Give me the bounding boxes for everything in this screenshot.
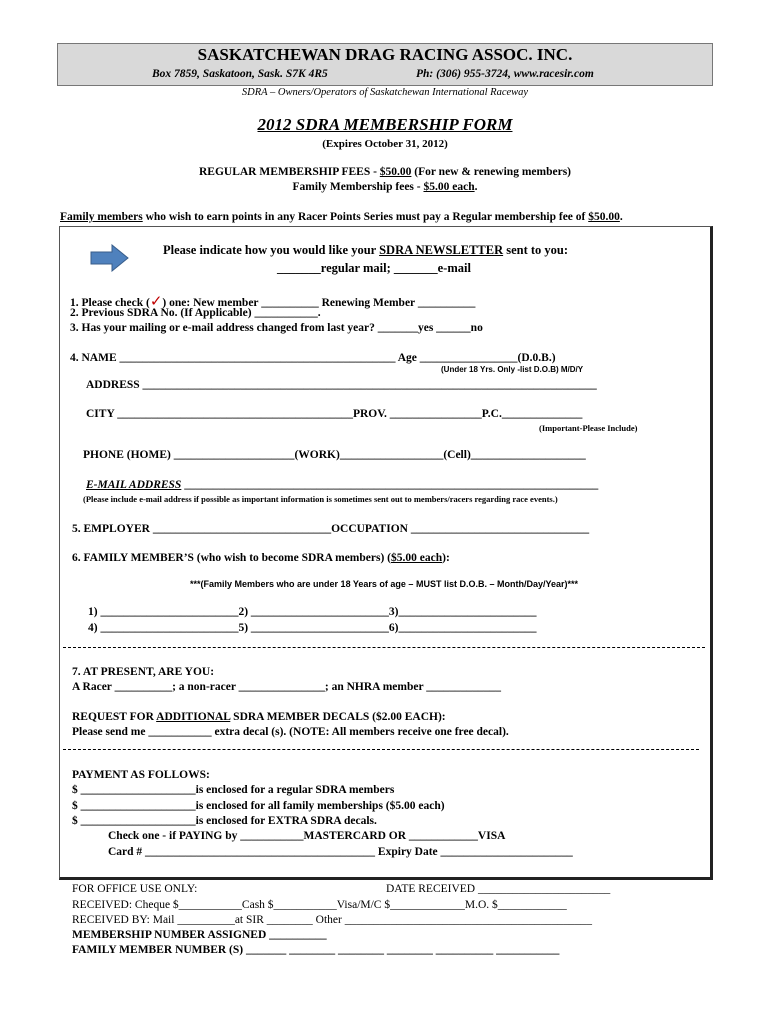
family-fee-line: Family Membership fees - $5.00 each. [292,181,478,193]
dob-note: (Under 18 Yrs. Only -list D.O.B) M/D/Y [441,365,584,374]
org-address: Box 7859, Saskatoon, Sask. S7K 4R5 [152,68,328,80]
decals-heading: REQUEST FOR ADDITIONAL SDRA MEMBER DECALS ($2.00 EACH): [72,711,446,723]
office-received-amounts[interactable]: RECEIVED: Cheque $___________Cash $___________Visa/M/C $_____________M.O. $____________ [72,899,567,911]
payment-family-field[interactable]: $ ____________________is enclosed for all family memberships ($5.00 each) [72,800,445,812]
question-membership-type[interactable]: 1. Please check (✓) one: New member __________ Renewing Member __________ [70,292,476,310]
org-name: SASKATCHEWAN DRAG RACING ASSOC. INC. [197,45,573,64]
email-note: (Please include e-mail address if possible as important information is sometimes sent out to members/racers regarding race events.) [83,494,558,504]
family-members-row-1[interactable]: 1) ________________________2) ________________________3)________________________ [88,606,537,618]
org-contact: Ph: (306) 955-3724, www.racesir.com [416,68,594,80]
family-members-heading: 6. FAMILY MEMBER’S (who wish to become SDRA members) ($5.00 each): [72,552,450,564]
question-address-changed[interactable]: 3. Has your mailing or e-mail address changed from last year? _______yes ______no [70,322,483,334]
phone-field[interactable]: PHONE (HOME) _____________________(WORK)__________________(Cell)____________________ [83,449,586,461]
office-date-received[interactable]: DATE RECEIVED _______________________ [386,883,611,895]
regular-fee-line: REGULAR MEMBERSHIP FEES - $50.00 (For new & renewing members) [198,166,572,178]
arrow-right-icon [90,244,130,272]
family-points-notice: Family members who wish to earn points in any Racer Points Series must pay a Regular membership fee of $50.00. [60,211,623,223]
payment-heading: PAYMENT AS FOLLOWS: [72,769,210,781]
city-prov-pc-field[interactable]: CITY _________________________________________PROV. ________________P.C.______________ [86,408,583,420]
name-age-field[interactable]: 4. NAME ________________________________________________ Age _________________(D.0.B.) [70,352,556,364]
card-type-field[interactable]: Check one - if PAYING by ___________MASTERCARD OR ____________VISA [108,830,506,842]
office-use-label: FOR OFFICE USE ONLY: [72,883,198,895]
newsletter-options[interactable]: _______regular mail; _______e-mail [277,261,471,275]
status-options[interactable]: A Racer __________; a non-racer _______________; an NHRA member _____________ [72,681,501,693]
payment-decals-field[interactable]: $ ____________________is enclosed for EXTRA SDRA decals. [72,815,377,827]
employer-occupation-field[interactable]: 5. EMPLOYER _______________________________OCCUPATION _______________________________ [72,523,590,535]
family-members-row-2[interactable]: 4) ________________________5) ________________________6)________________________ [88,622,537,634]
question-previous-number[interactable]: 2. Previous SDRA No. (If Applicable) ___________. [70,307,321,319]
payment-regular-field[interactable]: $ ____________________is enclosed for a regular SDRA members [72,784,395,796]
membership-number-assigned[interactable]: MEMBERSHIP NUMBER ASSIGNED __________ [72,929,327,941]
check-mark-icon: ✓ [149,292,163,310]
email-field[interactable]: E-MAIL ADDRESS ________________________________________________________________________ [86,479,599,491]
org-subtitle: SDRA – Owners/Operators of Saskatchewan International Raceway [241,87,529,98]
family-member-numbers[interactable]: FAMILY MEMBER NUMBER (S) _______ ________ ________ ________ __________ ___________ [72,944,560,956]
office-received-by[interactable]: RECEIVED BY: Mail __________at SIR ________ Other ___________________________________________ [72,914,592,926]
status-heading: 7. AT PRESENT, ARE YOU: [72,666,215,678]
form-title: 2012 SDRA MEMBERSHIP FORM [257,115,513,134]
section-divider [63,749,699,750]
family-dob-warning: ***(Family Members who are under 18 Years of age – MUST list D.O.B. – Month/Day/Year)*** [190,579,578,589]
decals-request-field[interactable]: Please send me ___________ extra decal (s). (NOTE: All members receive one free decal). [72,726,509,738]
address-field[interactable]: ADDRESS _______________________________________________________________________________ [86,379,597,391]
section-divider [63,647,705,648]
form-expiry: (Expires October 31, 2012) [322,138,448,150]
postal-code-note: (Important-Please Include) [539,423,638,433]
newsletter-prompt: Please indicate how you would like your SDRA NEWSLETTER sent to you: [163,243,569,257]
card-number-expiry-field[interactable]: Card # ________________________________________ Expiry Date _______________________ [108,846,573,858]
